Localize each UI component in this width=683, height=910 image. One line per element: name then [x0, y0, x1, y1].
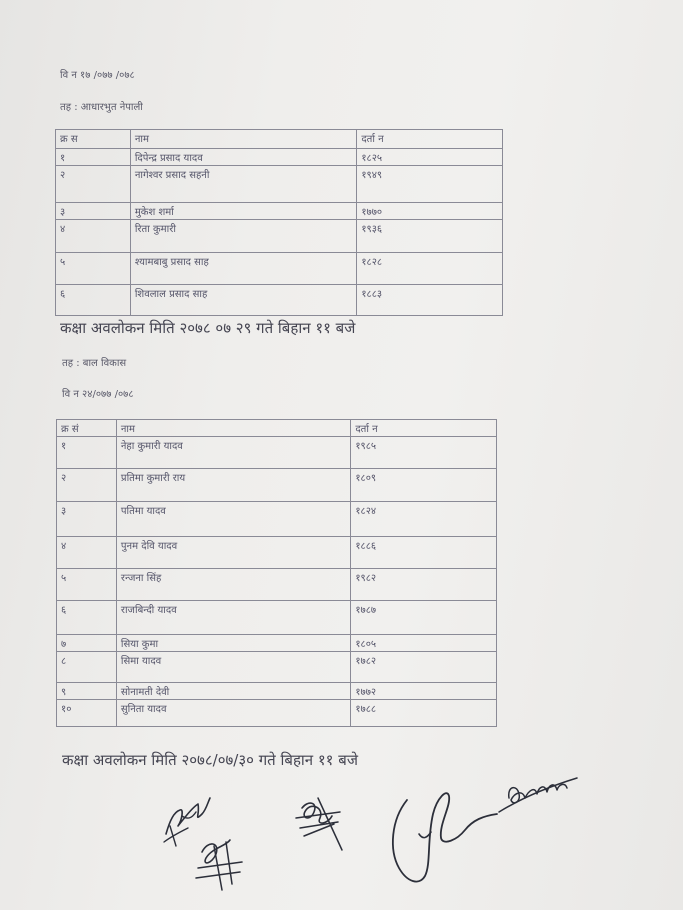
name-cell: सोनामती देवी	[116, 683, 350, 700]
signature-3	[290, 788, 350, 858]
registration-cell: १८८६	[351, 537, 497, 569]
table-row	[57, 700, 497, 727]
signature-5	[495, 772, 583, 816]
name-cell: शिवलाल प्रसाद साह	[130, 285, 356, 316]
serial-cell: ४	[56, 220, 131, 253]
registration-cell: १८८३	[357, 285, 503, 316]
table-row	[57, 683, 497, 700]
name-cell: सिया कुमा	[116, 635, 350, 652]
section2-subject: तह : बाल विकास	[62, 358, 127, 369]
section2-reference: वि न २४/०७७ /०७८	[62, 389, 134, 400]
serial-cell: ४	[57, 537, 117, 569]
table-row	[57, 569, 497, 601]
registration-cell: १९३६	[357, 220, 503, 253]
serial-cell: ७	[57, 635, 117, 652]
name-cell: राजबिन्दी यादव	[116, 601, 350, 635]
name-cell: नेहा कुमारी यादव	[116, 437, 350, 469]
registration-cell: १७८२	[351, 652, 497, 683]
registration-cell: १७७०	[357, 203, 503, 220]
table-header-row	[57, 420, 497, 437]
registration-cell: १९४९	[357, 166, 503, 203]
section1-table	[55, 129, 503, 316]
serial-cell: ६	[56, 285, 131, 316]
registration-cell: १७७२	[351, 683, 497, 700]
table-row	[57, 635, 497, 652]
table-row	[57, 601, 497, 635]
section1-reference: वि न १७ /०७७ /०७८	[60, 70, 135, 81]
table-row	[56, 253, 503, 285]
section1-observation-notice: कक्षा अवलोकन मिति २०७८ ०७ २९ गते बिहान ११ बजे	[60, 319, 356, 337]
registration-cell: १७८८	[351, 700, 497, 727]
column-header: नाम	[130, 130, 356, 149]
table-row	[56, 166, 503, 203]
registration-cell: १९८५	[351, 437, 497, 469]
serial-cell: ८	[57, 652, 117, 683]
serial-cell: २	[56, 166, 131, 203]
column-header: दर्ता न	[351, 420, 497, 437]
section2-observation-notice: कक्षा अवलोकन मिति २०७८/०७/३० गते बिहान ११ बजे	[62, 751, 358, 769]
registration-cell: १७८७	[351, 601, 497, 635]
name-cell: रिता कुमारी	[130, 220, 356, 253]
serial-cell: १०	[57, 700, 117, 727]
section1-subject: तह : आधारभुत नेपाली	[60, 102, 143, 113]
column-header: क्र स	[56, 130, 131, 149]
table-row	[56, 285, 503, 316]
registration-cell: १८०५	[351, 635, 497, 652]
serial-cell: ५	[56, 253, 131, 285]
serial-cell: ६	[57, 601, 117, 635]
registration-cell: १८२४	[351, 502, 497, 537]
serial-cell: ५	[57, 569, 117, 601]
table-row	[57, 652, 497, 683]
name-cell: पुनम देवि यादव	[116, 537, 350, 569]
name-cell: सिमा यादव	[116, 652, 350, 683]
name-cell: प्रतिमा कुमारी राय	[116, 469, 350, 502]
registration-cell: १८०९	[351, 469, 497, 502]
name-cell: सुनिता यादव	[116, 700, 350, 727]
table-row	[56, 149, 503, 166]
table-row	[56, 220, 503, 253]
name-cell: रन्जना सिंह	[116, 569, 350, 601]
faded-header-text	[150, 4, 470, 22]
name-cell: पतिमा यादव	[116, 502, 350, 537]
signature-4	[385, 780, 505, 892]
table-row	[57, 502, 497, 537]
registration-cell: १८२५	[357, 149, 503, 166]
table-row	[57, 537, 497, 569]
column-header: क्र सं	[57, 420, 117, 437]
table-row	[57, 469, 497, 502]
name-cell: दिपेन्द्र प्रसाद यादव	[130, 149, 356, 166]
registration-cell: १९८२	[351, 569, 497, 601]
name-cell: मुकेश शर्मा	[130, 203, 356, 220]
name-cell: नागेश्वर प्रसाद सहनी	[130, 166, 356, 203]
registration-cell: १८२८	[357, 253, 503, 285]
column-header: नाम	[116, 420, 350, 437]
signature-2	[192, 832, 250, 892]
serial-cell: १	[57, 437, 117, 469]
table-row	[56, 203, 503, 220]
section2-table	[56, 419, 497, 727]
serial-cell: २	[57, 469, 117, 502]
serial-cell: ९	[57, 683, 117, 700]
column-header: दर्ता न	[357, 130, 503, 149]
serial-cell: ३	[56, 203, 131, 220]
name-cell: श्यामबाबु प्रसाद साह	[130, 253, 356, 285]
serial-cell: ३	[57, 502, 117, 537]
table-row	[57, 437, 497, 469]
table-header-row	[56, 130, 503, 149]
serial-cell: १	[56, 149, 131, 166]
